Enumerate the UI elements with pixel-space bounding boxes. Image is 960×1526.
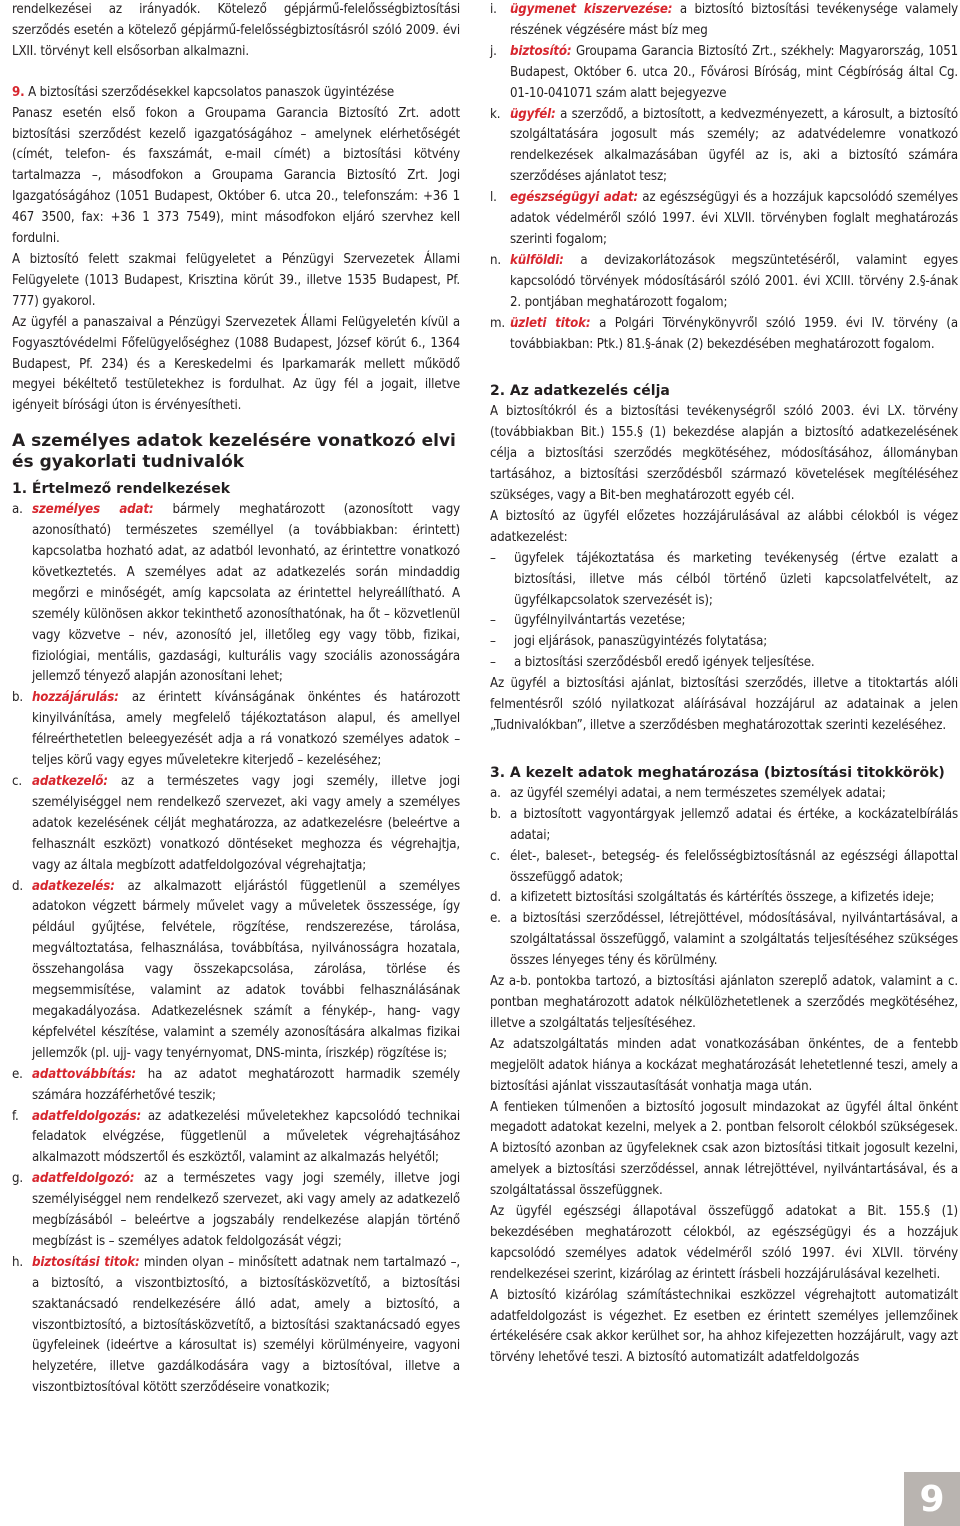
definition-term: adatkezelő:	[32, 774, 108, 789]
definition-item	[490, 314, 958, 356]
definition-item	[12, 772, 460, 877]
data-category-label: b.	[490, 806, 502, 822]
data-category-label: e.	[490, 911, 501, 927]
dash-bullet: –	[490, 655, 496, 671]
definition-term: ügymenet kiszervezése:	[510, 2, 673, 17]
section-3-paragraph-2: Az adatszolgáltatás minden adat vonatkozásában önkéntes, de a fentebb megjelölt adatok hiánya a kockázat meghatározását lehetetlenné teszi, amely a biztosítási ajánlat visszautasítását vonhatja maga után.	[490, 1036, 958, 1094]
section-9-p3-a: Az ügyfél a panaszaival a Pénzügyi Szervezetek Állami Felügyeletén kívül a Fogyasztóvédelmi Főfelügyelőséghez (1088 Budapest, József körút 6., 1364 Budapest, Pf. 234) és a Kereskedelmi és Iparkamarák mellett működő megyei békéltető testületekhez is fordulhat.	[12, 314, 460, 393]
purpose-item	[490, 611, 958, 632]
definition-term: adatkezelés:	[32, 878, 115, 894]
data-category-item	[490, 847, 958, 889]
definition-body	[32, 1107, 460, 1170]
data-category-label: c.	[490, 848, 500, 864]
data-category-text: a biztosított vagyontárgyak jellemző adatai és értéke, a kockázatelbírálás adatai;	[510, 806, 958, 843]
section-9-paragraph-2: A biztosító felett szakmai felügyeletet a Pénzügyi Szervezetek Állami Felügyelete (1013 Budapest, Krisztina körút 39., illetve 1535 Budapest, Pf. 777) gyakorol.	[12, 251, 460, 309]
page-number: 9	[919, 1478, 945, 1520]
definition-label: h.	[12, 1254, 23, 1270]
definition-item	[490, 42, 958, 105]
purpose-text: a biztosítási szerződésből eredő igények teljesítése.	[514, 655, 815, 671]
definition-item	[12, 1253, 460, 1399]
definition-item	[490, 105, 958, 189]
definition-label: m.	[490, 315, 506, 331]
section-9-p1-a: Panasz esetén első fokon a Groupama Garancia Biztosító Zrt.	[12, 105, 420, 121]
data-category-item	[490, 888, 958, 909]
definition-text: ha az adatot meghatározott harmadik személy számára hozzáférhetővé teszik;	[32, 1066, 460, 1103]
data-category-text: az ügyfél személyi adatai, a nem természetes személyek adatai;	[510, 785, 886, 801]
section-2-paragraph-1: A biztosítókról és a biztosítási tevékenységről szóló 2003. évi LX. törvény (továbbiakban Bit.) 155.§ (1) bekezdése alapján a biztosító adatkezelésének célja a biztosítási szerződés megkötéséhez, módosításához, állományban tartásához, a biztosítási szerződésből származó követelések megítéléséhez szükséges, vagy a Bit-ben meghatározott egyéb cél.	[490, 404, 958, 504]
definition-item	[12, 1169, 460, 1253]
definition-item	[12, 877, 460, 1065]
definition-term: egészségügyi adat:	[510, 190, 638, 206]
purpose-text: jogi eljárások, panaszügyintézés folytatása;	[514, 634, 768, 650]
definition-label: n.	[490, 252, 501, 268]
right-column	[490, 0, 958, 1369]
definition-label: g.	[12, 1171, 24, 1187]
data-category-text: a biztosítási szerződéssel, létrejöttével, módosításával, nyilvántartásával, a szolgáltatással összefüggő, valamint a szolgáltatás teljesítéséhez szükséges összes lényeges tény és körülmény.	[510, 911, 958, 969]
dash-bullet: –	[490, 613, 496, 629]
definition-term: ügyfél:	[510, 106, 556, 122]
definition-label: l.	[490, 190, 497, 206]
definition-list-left	[12, 500, 460, 1399]
definition-term: biztosító:	[510, 43, 572, 59]
definition-label: j.	[490, 43, 497, 59]
purpose-item	[490, 632, 958, 653]
dash-bullet: –	[490, 550, 496, 566]
purpose-text: ügyfelek tájékoztatása és marketing tevékenység (értve ezalatt a biztosítási, illetve más célból történő üzleti kapcsolatfelvételt, az ügyfélkapcsolatok szervezését is);	[514, 550, 958, 608]
definition-item	[490, 0, 958, 42]
definition-body	[32, 688, 460, 772]
data-category-label: d.	[490, 890, 502, 906]
definition-item	[490, 251, 958, 314]
section-9-p1-b: adott biztosítási szerződést kezelő igazgatóságához – amelynek elérhetőségét (címét, telefon- és faxszámát, e-mail címét) a biztosítási kötvény tartalmazza –, másodfokon a Groupama Garancia Biztosító Zrt. Jogi Igazgatóságához (1051 Budapest, Október 6. utca 20., telefonszám: +36 1 467 3500, fax: +36 1 373 7549), mint másodfokon eljáró szervhez kell fordulni.	[12, 105, 460, 247]
definition-label: e.	[12, 1066, 23, 1082]
data-category-text: a kifizetett biztosítási szolgáltatás és kártérítés összege, a kifizetés ideje;	[510, 890, 935, 906]
definition-text: a biztosító biztosítási tevékenysége valamely részének végzésére mást bíz meg	[510, 2, 958, 38]
purpose-item	[490, 653, 958, 674]
definition-body	[510, 42, 958, 105]
data-category-item	[490, 909, 958, 972]
definition-label: f.	[12, 1108, 19, 1124]
section-9-title-text: A biztosítási szerződésekkel kapcsolatos panaszok ügyintézése	[28, 84, 395, 100]
definition-text: az egészségügyi és a hozzájuk kapcsolódó személyes adatok védelméről szóló 1997. évi XLVII. törvényben foglalt meghatározás szerinti fogalom;	[510, 190, 959, 247]
section-9-paragraph-1	[12, 104, 460, 250]
dash-bullet: –	[490, 634, 496, 650]
definition-item	[12, 500, 460, 688]
definition-term: biztosítási titok:	[32, 1254, 140, 1270]
definition-label: i.	[490, 2, 497, 17]
definition-body	[32, 877, 460, 1065]
definition-text: az a természetes vagy jogi személy, illetve jogi személyiséggel nem rendelkező szervezet, aki vagy amely a személyes adatok kezelésének célját meghatározza, az adatkezelésre (beleértve a felhasznált eszközt) vonatkozó döntéseket meghozza és végrehajtja, vagy az általa megbízott adatfeldolgozóval végrehajtatja;	[32, 774, 460, 873]
section-9-p3-b: Az ügy fél a jogait, illetve igényeit bírósági úton is érvényesítheti.	[12, 377, 461, 414]
definition-text: minden olyan – minősített adatnak nem tartalmazó –, a biztosító, a viszontbiztosító, a biztosításközvetítő, a biztosítási szaktanácsadó rendelkezésére álló adat, amely a biztosító, a viszontbiztosító, a biztosításközvetítő, a biztosítási szaktanácsadó egyes ügyfeleinek (ideértve a károsultat is) személyi körülményeire, vagyoni helyzetére, illetve gazdálkodására vagy a biztosítóval, illetve a viszontbiztosítóval kötött szerződéseire vonatkozik;	[32, 1254, 460, 1396]
definition-text: az adatkezelési műveletekhez kapcsolódó technikai feladatok elvégzése, függetlenül a műveletek végrehajtásához alkalmazott módszertől és eszköztől, valamint az alkalmazás helyétől;	[32, 1108, 460, 1166]
definition-item	[490, 188, 958, 251]
definition-label: a.	[12, 502, 23, 518]
subsection-1-title: 1. Értelmező rendelkezések	[12, 481, 231, 498]
data-category-item	[490, 805, 958, 847]
purpose-text: ügyfélnyilvántartás vezetése;	[514, 613, 686, 629]
definition-label: k.	[490, 106, 501, 122]
definition-body	[32, 1253, 460, 1399]
definition-body	[510, 314, 958, 356]
main-heading: A személyes adatok kezelésére vonatkozó elvi és gyakorlati tudnivalók	[12, 431, 456, 473]
purpose-item	[490, 549, 958, 612]
data-category-item	[490, 784, 958, 805]
definition-term: külföldi:	[510, 252, 564, 268]
section-3-paragraph-3: A fentieken túlmenően a biztosító jogosult mindazokat az ügyfél által önként megadott adatokat kezelni, melyek a 2. pontban felsorolt célokból szükségesek. A biztosító azonban az ügyfeleknek csak azon biztosítási titkait jogosult kezelni, amelyek a biztosítási szerződéssel, annak létrejöttével, nyilvántartásával, és a szolgáltatással összefüggnek.	[490, 1099, 958, 1199]
definition-label: b.	[12, 690, 24, 706]
data-category-label: a.	[490, 785, 501, 801]
definition-body	[510, 0, 958, 42]
definition-body	[510, 188, 958, 251]
definition-item	[12, 1065, 460, 1107]
definition-text: a devizakorlátozások megszüntetéséről, valamint egyes kapcsolódó törvények módosításáról szóló 2001. évi XCIII. törvény 2.§-ának 2. pontjában meghatározott fogalom;	[510, 252, 958, 310]
left-column	[12, 0, 460, 1399]
definition-text: a Polgári Törvénykönyvről szóló 1959. évi IV. törvény (a továbbiakban: Ptk.) 81.§-ának (2) bekezdésében meghatározott fogalom.	[510, 315, 958, 352]
section-3-paragraph-1: Az a-b. pontokba tartozó, a biztosítási ajánlaton szereplő adatok, valamint a c. pontban meghatározott adatok nélkülözhetetlenek a szerződés megkötéséhez, illetve a szolgáltatás teljesítéséhez.	[490, 974, 958, 1031]
purpose-dash-list	[490, 549, 958, 674]
page-number-box	[904, 1472, 960, 1526]
section-3-paragraph-4: Az ügyfél egészségi állapotával összefüggő adatokat a Bit. 155.§ (1) bekezdésében meghatározott célokból, az egészségügyi és a hozzájuk kapcsolódó személyes adatok védelméről szóló 1997. évi XLVII. törvény rendelkezései szerint, kizárólag az érintett írásbeli hozzájárulásával kezelheti.	[490, 1204, 958, 1282]
definition-text: Groupama Garancia Biztosító Zrt., székhely: Magyarország, 1051 Budapest, Október 6. utca 20., Fővárosi Bíróság, mint Cégbíróság által Cg. 01-10-041071 szám alatt bejegyezve	[510, 43, 958, 101]
subsection-3-title: 3. A kezelt adatok meghatározása (biztosítási titokkörök)	[490, 764, 945, 781]
definition-term: adatfeldolgozás:	[32, 1108, 142, 1124]
definition-term: személyes adat:	[32, 502, 154, 518]
definition-text: bármely meghatározott (azonosított vagy azonosítható) természetes személlyel (a továbbiakban: érintett) kapcsolatba hozható adat, az adatból levonható, az érintettre vonatkozó következtetés. A személyes adat az adatkezelés során mindaddig megőrzi e minőségét, amíg kapcsolata az érintettel helyreállítható. A személy különösen akkor tekinthető azonosíthatónak, ha őt – közvetlenül vagy közvetve – név, azonosító jel, illetőleg egy vagy több, fizikai, fiziológiai, mentális, gazdasági, kulturális vagy szociális azonosságára jellemző tényező alapján azonosítani lehet;	[32, 502, 461, 685]
definition-body	[510, 105, 958, 189]
definition-text: az a természetes vagy jogi személy, illetve jogi személyiséggel nem rendelkező szervezet, aki vagy amely az adatkezelő megbízásából – beleértve a jogszabály rendelkezése alapján történő megbízást is – személyes adatok feldolgozását végzi;	[32, 1171, 460, 1249]
definition-term: üzleti titok:	[510, 315, 591, 331]
definition-body	[32, 500, 460, 688]
definition-term: adattovábbítás:	[32, 1066, 137, 1082]
definition-term: hozzájárulás:	[32, 690, 119, 706]
definition-body	[32, 772, 460, 877]
section-9-number: 9.	[12, 84, 25, 100]
intro-paragraph: rendelkezései az irányadók. Kötelező gépjármű-felelősségbiztosítási szerződés esetén a kötelező gépjármű-felelősségbiztosításról szóló 2009. évi LXII. törvényt kell elsősorban alkalmazni.	[12, 2, 460, 59]
section-2-paragraph-3: Az ügyfél a biztosítási ajánlat, biztosítási szerződés, illetve a titoktartás alóli felmentésről szóló nyilatkozat aláírásával hozzájárul az adatainak a jelen „Tudnivalókban”, illetve a szerződésben meghatározottak szerinti kezeléséhez.	[490, 676, 958, 733]
definition-body	[32, 1169, 460, 1253]
definition-list-right	[490, 0, 958, 355]
definition-item	[12, 688, 460, 772]
definition-label: d.	[12, 878, 24, 894]
definition-text: a szerződő, a biztosított, a kedvezményezett, a károsult, a biztosító szolgáltatására jogosult más személy; az adatvédelemre vonatkozó rendelkezések alkalmazásában ügyfél az is, aki a biztosító számára szerződéses ajánlatot tesz;	[510, 106, 958, 185]
definition-body	[32, 1065, 460, 1107]
definition-body	[510, 251, 958, 314]
definition-text: az érintett kívánságának önkéntes és határozott kinyilvánítása, amely megfelelő tájékoztatáson alapul, és amellyel félreérthetetlen beleegyezését adja a rá vonatkozó személyes adatok – teljes körű vagy egyes műveletekre kiterjedő – kezeléséhez;	[32, 690, 460, 769]
section-9-title	[12, 83, 460, 104]
data-category-list	[490, 784, 958, 972]
definition-text: az alkalmazott eljárástól függetlenül a személyes adatokon végzett bármely művelet vagy a műveletek összessége, így például gyűjtése, felvétele, rögzítése, rendszerezése, tárolása, megváltoztatása, felhasználása, továbbítása, nyilvánosságra hozatala, összehangolása vagy összekapcsolása, zárolása, törlése és megsemmisítése, valamint az adatok további felhasználásának megakadályozása. Adatkezelésnek számít a fénykép-, hang- vagy képfelvétel készítése, valamint a személy azonosítására alkalmas fizikai jellemzők (pl. ujj- vagy tenyérnyomat, DNS-minta, íriszkép) rögzítése is;	[32, 878, 460, 1061]
definition-term: adatfeldolgozó:	[32, 1171, 135, 1187]
section-9-paragraph-3	[12, 313, 460, 418]
definition-item	[12, 1107, 460, 1170]
section-3-paragraph-5: A biztosító kizárólag számítástechnikai eszközzel végrehajtott automatizált adatfeldolgozást is végezhet. Ez esetben ez érintett személyes jellemzőinek értékelésére csak akkor kerülhet sor, ha ahhoz kifejezetten hozzájárult, vagy azt törvény lehetővé teszi. A biztosító automatizált adatfeldolgozás	[490, 1287, 958, 1366]
subsection-2-title: 2. Az adatkezelés célja	[490, 383, 670, 400]
data-category-text: élet-, baleset-, betegség- és felelősségbiztosításnál az egészségi állapottal összefüggő adatok;	[510, 848, 958, 885]
section-2-paragraph-2: A biztosító az ügyfél előzetes hozzájárulásával az alábbi célokból is végez adatkezelést:	[490, 508, 958, 545]
definition-label: c.	[12, 774, 22, 789]
